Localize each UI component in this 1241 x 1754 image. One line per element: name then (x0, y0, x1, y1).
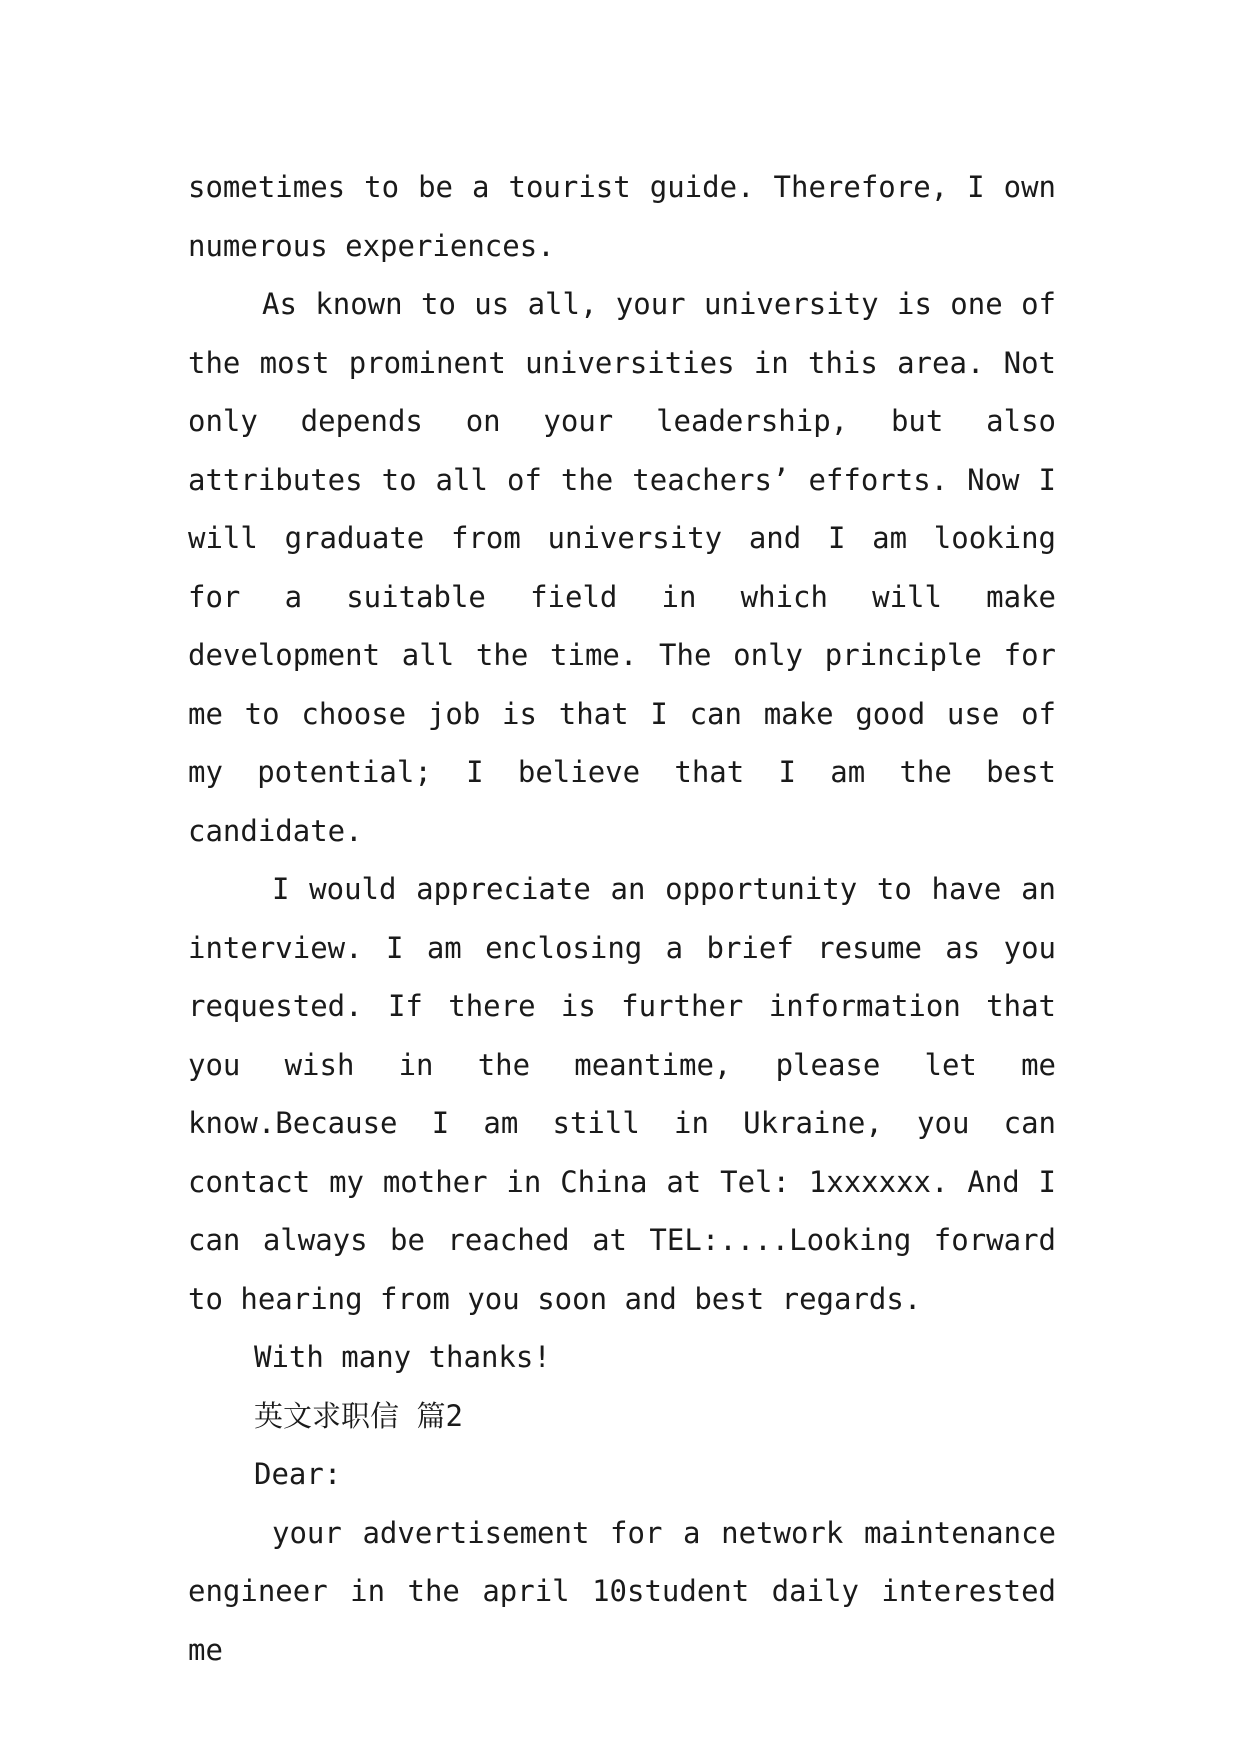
closing-line: With many thanks! (254, 1340, 551, 1374)
paragraph-interview: I would appreciate an opportunity to have an interview. I am enclosing a brief resume as you requested. If there is further information that you wish in the meantime, please let me know.Because I am still in Ukraine, you can contact my mother in China at Tel: 1xxxxxx. And I can always be reached at TEL:....Looking forward to hearing from you soon and best regards. (188, 872, 1056, 1316)
paragraph-advertisement: your advertisement for a network maintenance engineer in the april 10student daily interested me (188, 1515, 1056, 1667)
salutation: Dear: (254, 1457, 342, 1491)
document-page (188, 158, 1056, 1679)
paragraph-continuation: sometimes to be a tourist guide. Therefore, I own numerous experiences. (188, 170, 1056, 263)
section-heading: 英文求职信 篇2 (254, 1398, 463, 1433)
paragraph-university: As known to us all, your university is one of the most prominent universities in this area. Not only depends on your leadership, but also attributes to all of the teachers’ efforts. Now I will graduate from university and I am looking for a suitable field in which will make development all the time. The only principle for me to choose job is that I can make good use of my potential; I believe that I am the best candidate. (188, 287, 1056, 848)
